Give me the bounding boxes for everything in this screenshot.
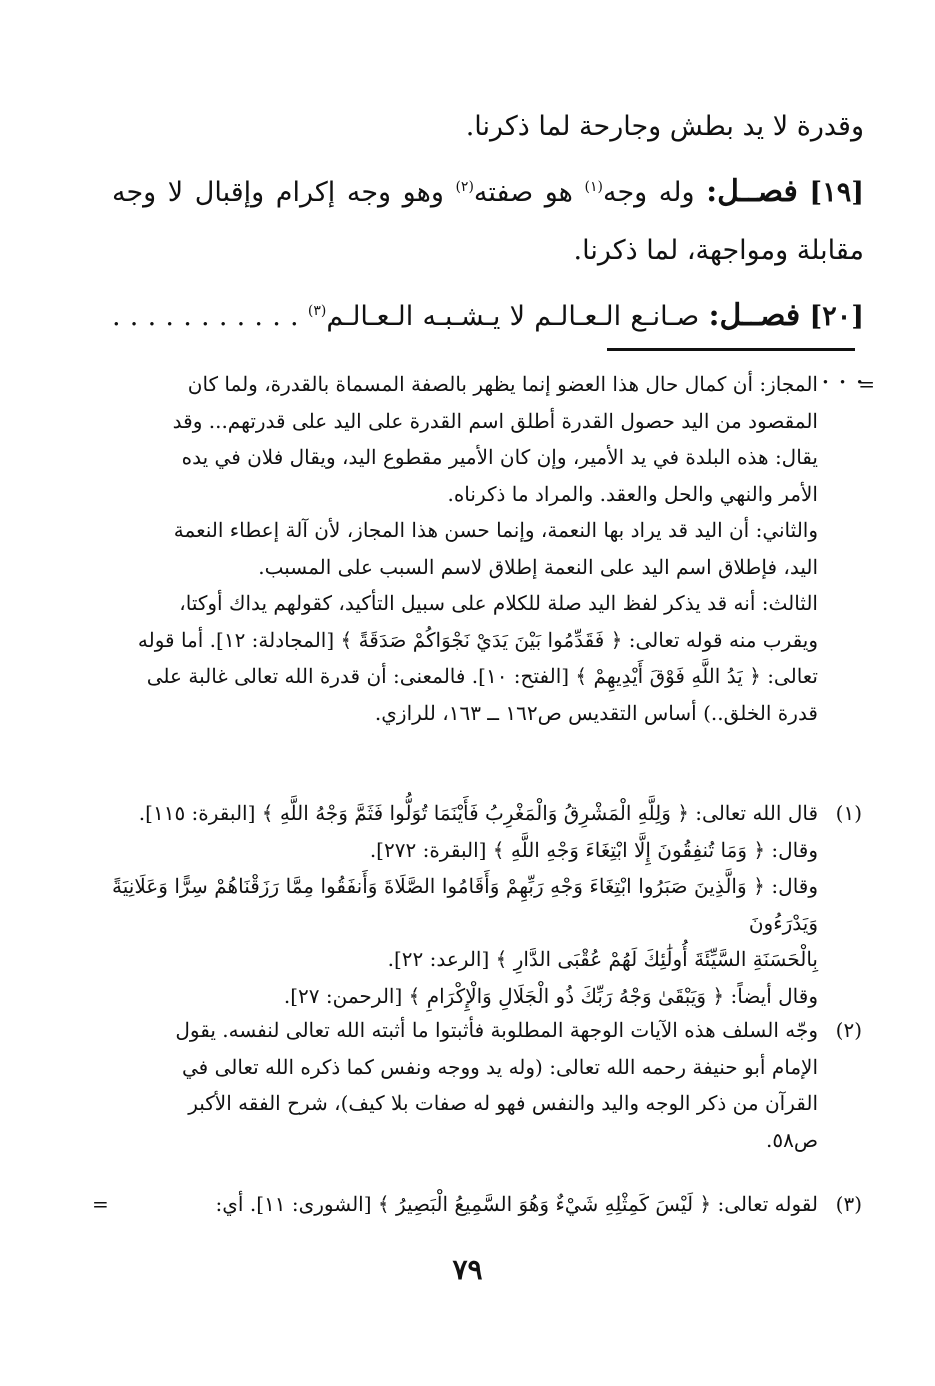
section-heading: فصــل:: [708, 298, 801, 333]
footnote-line: قدرة الخلق..) أساس التقديس ص١٦٢ ــ ١٦٣، للرازي.: [374, 700, 818, 725]
continuation-mark: =: [858, 372, 875, 396]
dot-leader: . . . . . . . . . . . . . .: [112, 301, 864, 390]
section-19: [112, 158, 864, 280]
page-number: ٧٩: [452, 1253, 483, 1286]
main-text: [112, 98, 864, 404]
footnote-line: القرآن من ذكر الوجه واليد والنفس فهو له صفات بلا كيف)، شرح الفقه الأكبر: [188, 1091, 818, 1115]
footnote-line: بِالْحَسَنَةِ السَّيِّئَةَ أُولَٰئِكَ لَهُمْ عُقْبَى الدَّارِ ﴾ [الرعد: ٢٢].: [387, 947, 818, 971]
footnote-3: [112, 1186, 818, 1223]
footnote-line: الثالث: أنه قد يذكر لفظ اليد صلة للكلام على سبيل التأكيد، كقولهم يداك أوكتا،: [179, 591, 818, 615]
footnote-line: اليد، فإطلاق اسم اليد على النعمة إطلاق لاسم السبب على المسبب.: [258, 554, 818, 579]
footnote-number: (٢): [835, 1018, 862, 1042]
section-text: ومواجهة، لما ذكرنا.: [573, 235, 789, 266]
footnote-line: ويقرب منه قوله تعالى: ﴿ فَقَدِّمُوا بَيْنَ يَدَيْ نَجْوَاكُمْ صَدَقَةً ﴾ [المجادلة: ١٢]. أما قوله: [137, 627, 818, 652]
section-heading: فصــل:: [706, 174, 798, 209]
footnote-line: يقال: هذه البلدة في يد الأمير، وإن كان الأمير مقطوع اليد، ويقال فلان في يده: [181, 445, 818, 469]
footnote-number: (١): [835, 801, 862, 825]
section-text: هو صفته: [473, 177, 573, 208]
footnote-line: وجّه السلف هذه الآيات الوجهة المطلوبة فأثبتوا ما أثبته الله تعالى لنفسه. يقول: [175, 1018, 818, 1042]
footnote-ref[interactable]: (٢): [455, 179, 474, 195]
footnote-line: الأمر والنهي والحل والعقد. والمراد ما ذكرناه.: [447, 481, 818, 506]
footnote-1: [112, 795, 818, 1014]
section-text: صـانـع الـعـالـم لا يـشـبـه الـعـالـم: [326, 301, 700, 332]
footnote-line: تعالى: ﴿ يَدُ اللَّهِ فَوْقَ أَيْدِيهِمْ ﴾ [الفتح: ١٠]. فالمعنى: أن قدرة الله تعالى غالبة على: [146, 664, 818, 688]
footnote-line: الإمام أبو حنيفة رحمه الله تعالى: (وله يد ووجه ونفس كما ذكره الله تعالى في: [182, 1054, 818, 1079]
footnote-line: قال الله تعالى: ﴿ وَلِلَّهِ الْمَشْرِقُ وَالْمَغْرِبُ فَأَيْنَمَا تُوَلُّوا فَثَمَّ وَجْهُ اللَّهِ ﴾ [البقرة: ١١٥].: [138, 801, 818, 825]
footnote-continuation: [112, 366, 818, 731]
footnote-number: (٣): [835, 1192, 862, 1216]
footnote-line: المجاز: أن كمال حال هذا العضو إنما يظهر بالصفة المسماة بالقدرة، ولما كان: [187, 372, 818, 396]
footnote-line: وقال: ﴿ وَمَا تُنفِقُونَ إِلَّا ابْتِغَاءَ وَجْهِ اللَّهِ ﴾ [البقرة: ٢٧٢].: [369, 837, 818, 862]
footnote-ref[interactable]: (٣): [307, 303, 327, 319]
footnote-line: وقال: ﴿ وَالَّذِينَ صَبَرُوا ابْتِغَاءَ وَجْهِ رَبِّهِمْ وَأَقَامُوا الصَّلَاةَ وَأَنفَقُوا مِمَّا رَزَقْنَاهُمْ سِرًّا وَعَلَانِيَةً وَيَدْرَءُونَ: [112, 874, 818, 935]
section-text: وله وجه: [602, 177, 695, 208]
footnote-separator: [607, 348, 855, 351]
footnote-line: والثاني: أن اليد قد يراد بها النعمة، وإنما حسن هذا المجاز، لأن آلة إعطاء النعمة: [173, 518, 818, 542]
footnote-line: لقوله تعالى: ﴿ لَيْسَ كَمِثْلِهِ شَيْءٌ وَهُوَ السَّمِيعُ الْبَصِيرُ ﴾ [الشورى: ١١]. أي:: [215, 1192, 818, 1216]
section-text: وهو وجه إكرام وإقبال لا وجه مقابلة: [112, 177, 864, 266]
footnote-ref[interactable]: (١): [584, 179, 603, 195]
footnote-line: ص٥٨.: [765, 1127, 818, 1152]
continuation-mark: =: [92, 1192, 109, 1216]
paragraph-continuation: وقدرة لا يد بطش وجارحة لما ذكرنا.: [465, 111, 864, 142]
section-number: [٢٠]: [809, 301, 865, 332]
footnote-2: [112, 1012, 818, 1158]
footnote-line: وقال أيضاً: ﴿ وَيَبْقَىٰ وَجْهُ رَبِّكَ ذُو الْجَلَالِ وَالْإِكْرَامِ ﴾ [الرحمن: ٢٧].: [283, 983, 818, 1008]
footnote-line: المقصود من اليد حصول القدرة أطلق اسم القدرة على اليد على قدرتهم... وقد: [172, 408, 818, 433]
section-number: [١٩]: [809, 177, 864, 208]
